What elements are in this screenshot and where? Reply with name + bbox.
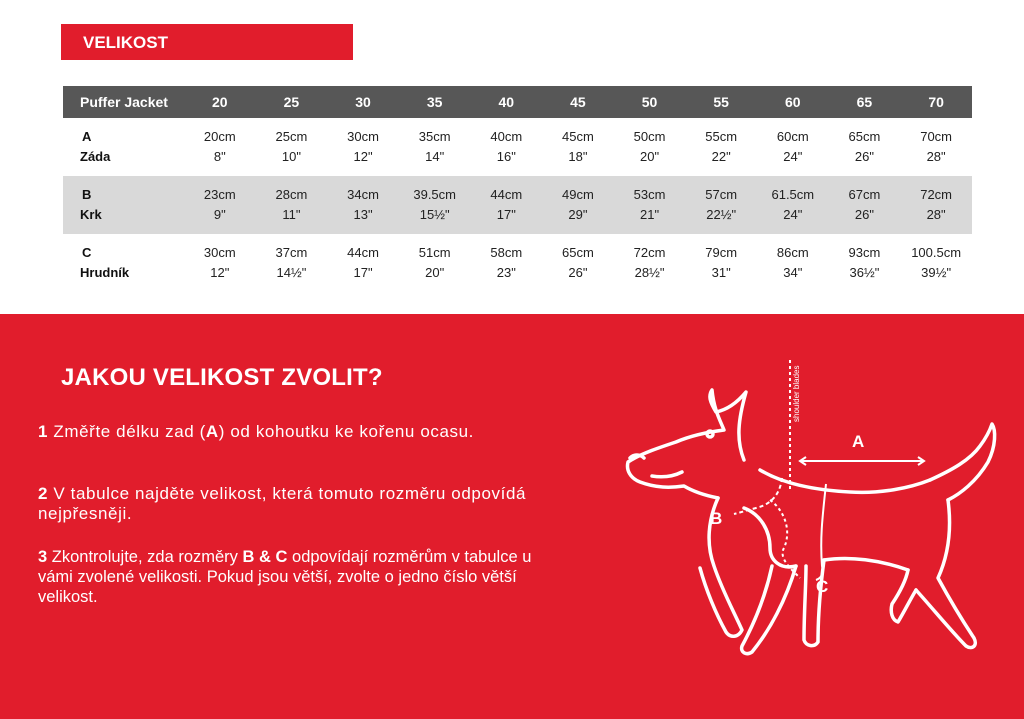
size-header: 50	[614, 86, 686, 118]
value-cm: 93cm	[848, 245, 881, 260]
value-cm: 28cm	[275, 187, 308, 202]
value-cm: 86cm	[776, 245, 809, 260]
guide-panel	[0, 314, 1024, 719]
measurement-cell	[900, 118, 972, 176]
value-inch: 15½"	[419, 207, 450, 222]
measurement-cell	[757, 118, 829, 176]
value-inch: 22"	[711, 149, 731, 164]
value-inch: 14"	[425, 149, 445, 164]
value-cm: 49cm	[562, 187, 594, 202]
size-header: 35	[399, 86, 471, 118]
dog-outline-icon	[628, 390, 995, 654]
value-inch: 26"	[854, 207, 874, 222]
value-inch: 22½"	[706, 207, 737, 222]
size-header-row	[63, 86, 972, 118]
measurement-cell	[327, 118, 399, 176]
size-header: 60	[757, 86, 829, 118]
value-cm: 44cm	[490, 187, 523, 202]
measurement-cell	[399, 118, 471, 176]
value-cm: 53cm	[633, 187, 666, 202]
row-letter: A	[82, 129, 92, 144]
value-inch: 23"	[496, 265, 516, 280]
value-cm: 55cm	[705, 129, 738, 144]
row-name: Hrudník	[80, 265, 130, 280]
measurement-cell	[900, 234, 972, 292]
value-inch: 10"	[281, 149, 301, 164]
step-1-text-end: ) od kohoutku ke kořenu ocasu.	[218, 422, 474, 441]
measurement-cell	[471, 234, 543, 292]
value-inch: 28"	[926, 207, 946, 222]
row-label	[63, 234, 184, 292]
measurement-cell	[327, 234, 399, 292]
label-b: B	[710, 509, 723, 528]
measurement-cell	[184, 118, 256, 176]
value-inch: 13"	[353, 207, 373, 222]
size-header: 20	[184, 86, 256, 118]
measurement-cell	[471, 176, 543, 234]
value-inch: 24"	[783, 149, 803, 164]
value-cm: 39.5cm	[413, 187, 456, 202]
step-1	[38, 422, 568, 442]
measurement-cell	[184, 176, 256, 234]
row-name: Krk	[80, 207, 102, 222]
value-cm: 58cm	[490, 245, 523, 260]
measurement-cell	[685, 176, 757, 234]
value-inch: 28½"	[634, 265, 665, 280]
product-name: Puffer Jacket	[63, 86, 184, 118]
measurement-cell	[829, 176, 901, 234]
size-header: 55	[685, 86, 757, 118]
shoulder-blades-label: shoulder blades	[792, 365, 801, 422]
value-cm: 35cm	[418, 129, 451, 144]
value-inch: 9"	[213, 207, 226, 222]
measurement-cell	[399, 234, 471, 292]
value-cm: 67cm	[848, 187, 881, 202]
guide-heading: JAKOU VELIKOST ZVOLIT?	[61, 364, 383, 391]
measurement-cell	[256, 234, 328, 292]
measurement-cell	[614, 176, 686, 234]
size-header: 70	[900, 86, 972, 118]
measurement-cell	[399, 176, 471, 234]
value-inch: 21"	[640, 207, 660, 222]
section-title: VELIKOST	[61, 24, 353, 60]
size-header: 45	[542, 86, 614, 118]
value-cm: 60cm	[776, 129, 809, 144]
step-3-bold: B & C	[242, 548, 288, 566]
value-inch: 24"	[783, 207, 803, 222]
measurement-cell	[614, 234, 686, 292]
value-inch: 17"	[353, 265, 373, 280]
step-3	[38, 547, 568, 607]
measurement-cell	[757, 176, 829, 234]
measurement-cell	[256, 118, 328, 176]
value-cm: 30cm	[203, 245, 236, 260]
value-cm: 23cm	[203, 187, 236, 202]
measurement-row	[63, 176, 972, 234]
measurement-cell	[829, 234, 901, 292]
value-cm: 61.5cm	[771, 187, 815, 202]
dog-measurement-diagram	[600, 334, 1024, 714]
measurement-cell	[256, 176, 328, 234]
value-cm: 25cm	[275, 129, 308, 144]
measurement-cell	[327, 176, 399, 234]
value-cm: 50cm	[633, 129, 666, 144]
value-inch: 28"	[926, 149, 946, 164]
size-table	[63, 86, 972, 292]
row-letter: B	[82, 187, 92, 202]
measurement-cell	[542, 176, 614, 234]
value-cm: 72cm	[633, 245, 666, 260]
value-inch: 20"	[640, 149, 660, 164]
value-inch: 36½"	[849, 265, 880, 280]
row-label	[63, 118, 184, 176]
value-inch: 20"	[425, 265, 445, 280]
value-cm: 65cm	[562, 245, 594, 260]
value-inch: 39½"	[921, 265, 952, 280]
step-2-text: V tabulce najděte velikost, která tomuto rozměru odpovídá nejpřesněji.	[38, 484, 527, 523]
measurement-cell	[685, 118, 757, 176]
value-cm: 44cm	[347, 245, 379, 260]
value-cm: 100.5cm	[911, 245, 962, 260]
value-inch: 18"	[568, 149, 588, 164]
step-1-text: Změřte délku zad (	[48, 422, 206, 441]
row-letter: C	[82, 245, 92, 260]
value-cm: 30cm	[347, 129, 379, 144]
size-header: 40	[471, 86, 543, 118]
measurement-cell	[542, 118, 614, 176]
measurement-cell	[542, 234, 614, 292]
value-cm: 79cm	[705, 245, 738, 260]
value-inch: 8"	[213, 149, 226, 164]
measurement-cell	[757, 234, 829, 292]
value-cm: 65cm	[848, 129, 881, 144]
value-inch: 31"	[711, 265, 731, 280]
step-3-number: 3	[38, 548, 48, 566]
label-c: C	[816, 577, 829, 596]
size-header: 30	[327, 86, 399, 118]
row-label	[63, 176, 184, 234]
value-inch: 14½"	[276, 265, 307, 280]
value-cm: 45cm	[562, 129, 594, 144]
size-header: 25	[256, 86, 328, 118]
value-inch: 29"	[568, 207, 588, 222]
measurement-cell	[184, 234, 256, 292]
measurement-row	[63, 118, 972, 176]
step-3-text-end: odpovídají rozměrům v tabulce u vámi zvolené velikosti. Pokud jsou větší, zvolte o jedno číslo větší velikost.	[38, 548, 532, 606]
step-3-text: Zkontrolujte, zda rozměry	[47, 548, 243, 566]
measurement-row	[63, 234, 972, 292]
value-inch: 34"	[783, 265, 803, 280]
value-inch: 17"	[496, 207, 516, 222]
size-header: 65	[829, 86, 901, 118]
step-1-bold: A	[205, 422, 219, 441]
row-name: Záda	[80, 149, 111, 164]
value-inch: 11"	[282, 207, 301, 222]
label-a: A	[852, 432, 865, 451]
value-inch: 12"	[353, 149, 373, 164]
step-1-number: 1	[38, 422, 49, 441]
value-cm: 57cm	[705, 187, 738, 202]
measurement-cell	[829, 118, 901, 176]
step-2	[38, 484, 568, 524]
value-cm: 51cm	[418, 245, 451, 260]
measurement-cell	[900, 176, 972, 234]
value-inch: 26"	[568, 265, 588, 280]
value-cm: 20cm	[203, 129, 236, 144]
measurement-cell	[614, 118, 686, 176]
measurement-cell	[471, 118, 543, 176]
value-cm: 72cm	[920, 187, 953, 202]
measurement-cell	[685, 234, 757, 292]
value-inch: 26"	[854, 149, 874, 164]
value-inch: 16"	[496, 149, 516, 164]
step-2-number: 2	[38, 484, 49, 503]
value-cm: 40cm	[490, 129, 523, 144]
value-inch: 12"	[210, 265, 230, 280]
value-cm: 37cm	[275, 245, 308, 260]
value-cm: 34cm	[347, 187, 379, 202]
value-cm: 70cm	[920, 129, 953, 144]
